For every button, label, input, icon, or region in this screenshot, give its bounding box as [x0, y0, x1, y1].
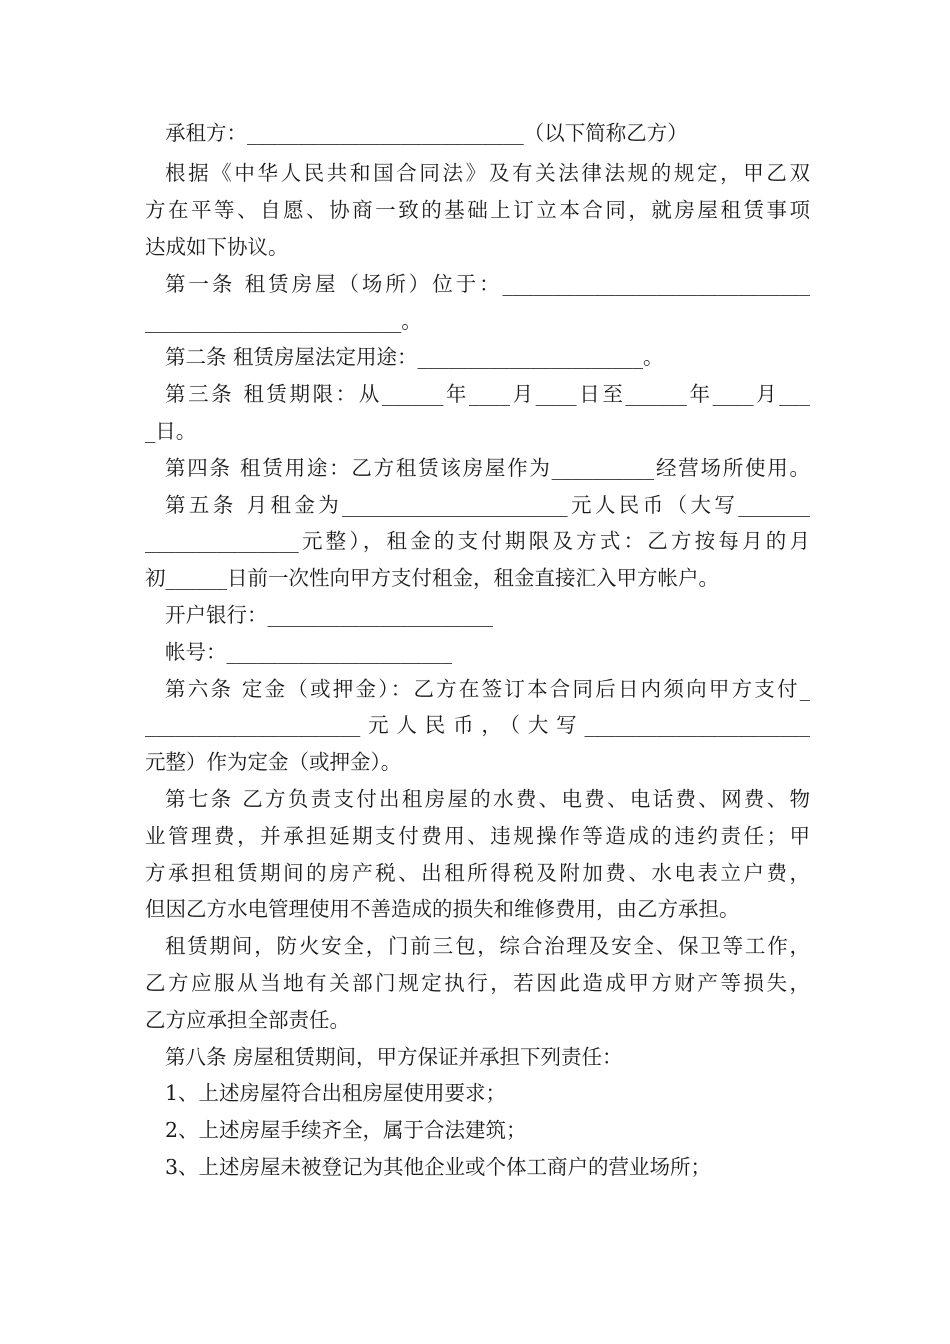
article-7-line-1: 第七条 乙方负责支付出租房屋的水费、电费、电话费、网费、物 [165, 787, 810, 811]
tenant-line: 承租方：___________________________（以下简称乙方） [165, 121, 688, 145]
article-5-line-1: 第五条 月租金为______________________元人民币（大写_______ [165, 492, 810, 517]
safety-line-2: 乙方应服从当地有关部门规定执行，若因此造成甲方财产等损失， [145, 971, 810, 995]
article-5-line-2: _______________元整），租金的支付期限及方式：乙方按每月的月 [145, 529, 810, 554]
safety-line-3: 乙方应承担全部责任。 [145, 1007, 350, 1032]
article-8-line: 第八条 房屋租赁期间，甲方保证并承担下列责任： [165, 1044, 623, 1069]
safety-line-1: 租赁期间，防火安全，门前三包，综合治理及安全、保卫等工作， [165, 934, 810, 959]
article-1-line-2: _________________________。 [145, 308, 422, 333]
article-7-line-4: 但因乙方水电管理使用不善造成的损失和维修费用，由乙方承担。 [145, 897, 740, 922]
article-3-line-2: _日。 [145, 419, 197, 443]
article-6-line-1: 第六条 定金（或押金）：乙方在签订本合同后日内须向甲方支付_ [165, 676, 810, 701]
article-1-line-1: 第一条 租赁房屋（场所）位于：______________________________ [165, 271, 810, 296]
account-line: 帐号：______________________ [165, 639, 452, 664]
preamble-line-3: 达成如下协议。 [145, 235, 289, 259]
article-8-item-3: 3、上述房屋未被登记为其他企业或个体工商户的营业场所； [165, 1155, 712, 1179]
preamble-line-2: 方在平等、自愿、协商一致的基础上订立本合同，就房屋租赁事项 [145, 198, 810, 223]
bank-line: 开户银行：______________________ [165, 603, 493, 627]
article-4-line: 第四条 租赁用途：乙方租赁该房屋作为__________经营场所使用。 [165, 455, 810, 480]
article-7-line-3: 方承担租赁期间的房产税、出租所得税及附加费、水电表立户费， [145, 860, 810, 885]
article-6-line-3: 元整）作为定金（或押金）。 [145, 750, 402, 775]
article-3-line-1: 第三条 租赁期限：从______年____月____日至______年____月___ [165, 382, 810, 407]
article-6-line-2: _____________________元人民币，（大写______________________ [145, 713, 810, 738]
article-5-line-3: 初______日前一次性向甲方支付租金，租金直接汇入甲方帐户。 [145, 566, 719, 591]
article-7-line-2: 业管理费，并承担延期支付费用、违规操作等造成的违约责任；甲 [145, 823, 810, 848]
article-2-line: 第二条 租赁房屋法定用途：______________________。 [165, 345, 664, 370]
article-8-item-1: 1、上述房屋符合出租房屋使用要求； [165, 1081, 507, 1106]
article-8-item-2: 2、上述房屋手续齐全，属于合法建筑； [165, 1118, 527, 1143]
preamble-line-1: 根据《中华人民共和国合同法》及有关法律法规的规定，甲乙双 [165, 161, 810, 186]
